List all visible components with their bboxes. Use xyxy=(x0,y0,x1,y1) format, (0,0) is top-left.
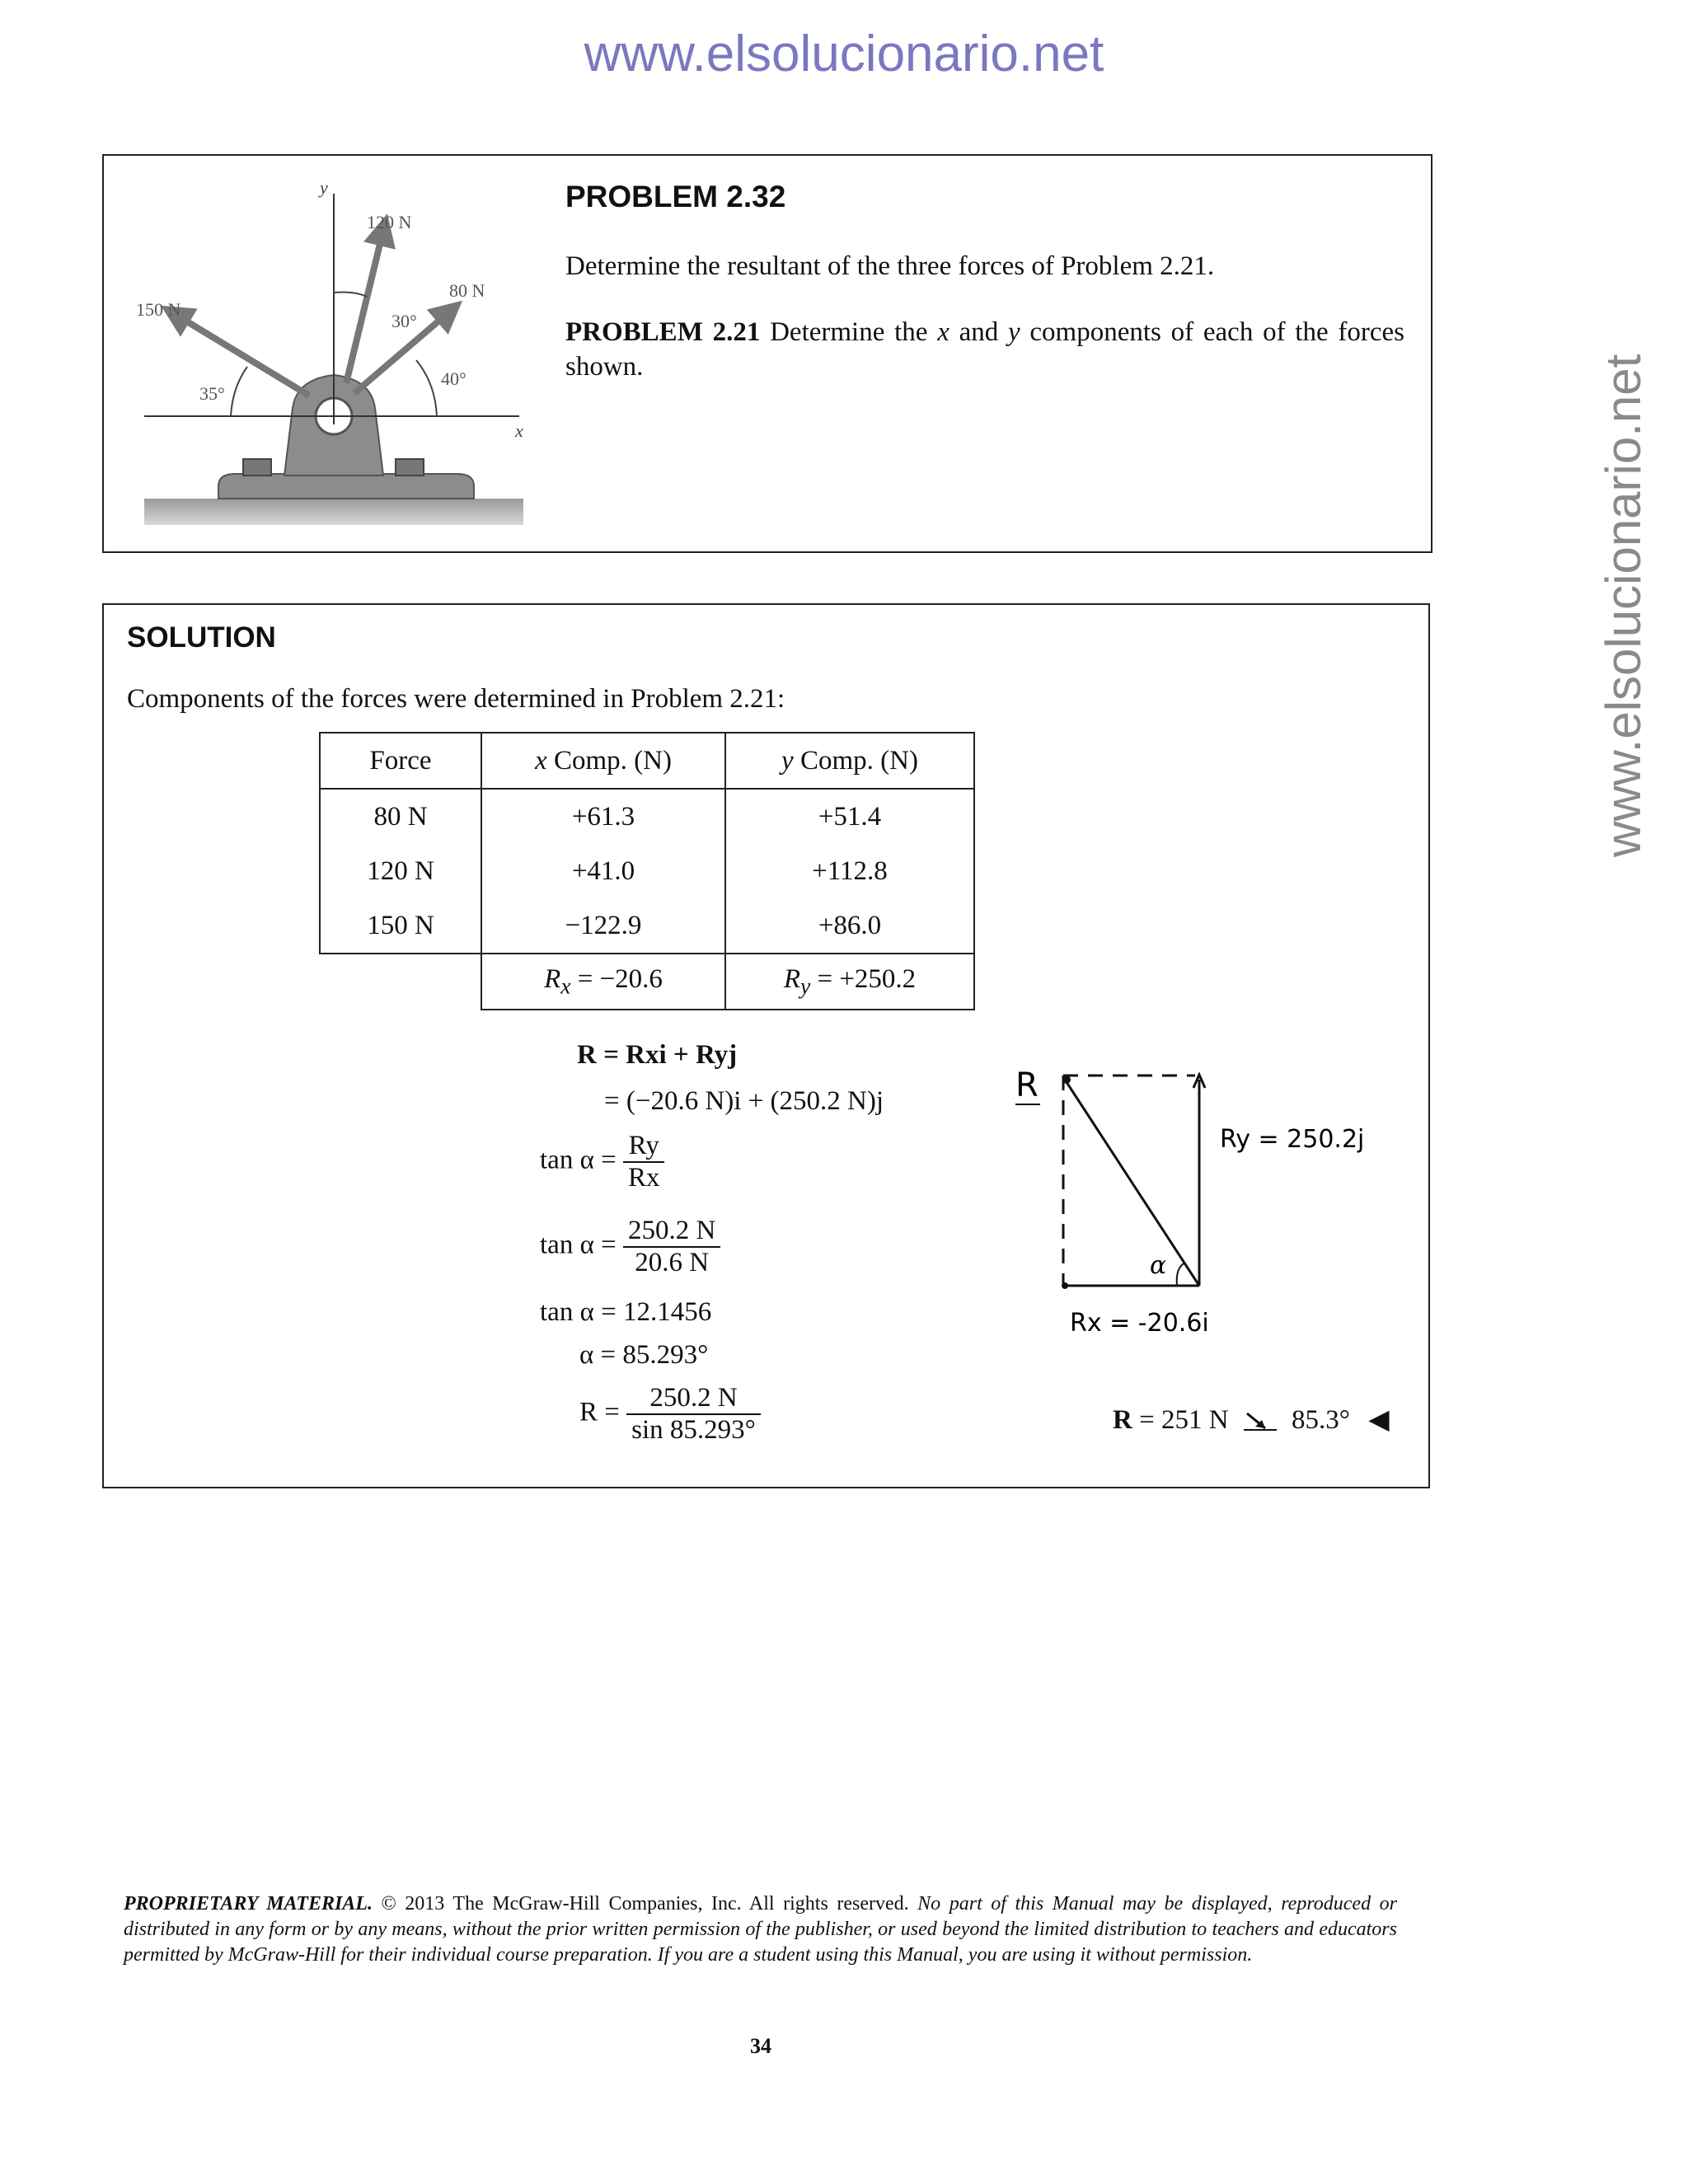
equation-tan-result: tan α = 12.1456 xyxy=(540,1297,712,1327)
solution-intro: Components of the forces were determined in Problem 2.21: xyxy=(127,684,785,714)
ground xyxy=(144,499,523,525)
header-x: x Comp. (N) xyxy=(481,733,725,789)
table-row: 150 N −122.9 +86.0 xyxy=(320,898,974,954)
table-total-row xyxy=(320,954,974,1010)
page-number: 34 xyxy=(750,2034,771,2058)
equation-alpha: α = 85.293° xyxy=(579,1340,709,1370)
rx-total: $R_x = -20.6$ xyxy=(481,954,725,1010)
alpha-label: α xyxy=(1150,1251,1167,1280)
watermark-side: www.elsolucionario.net xyxy=(1596,354,1651,857)
equation-tan-ratio: tan α = $\frac{Ry}{Rx}$ xyxy=(540,1131,664,1193)
bolt-right xyxy=(396,459,424,476)
problem-reference: PROBLEM 2.21 Determine the x and y components of each of the forces shown. xyxy=(565,317,1404,382)
r-label: R xyxy=(1015,1066,1039,1104)
force-label-150: 150 N xyxy=(136,299,181,320)
answer-marker-icon: ◀ xyxy=(1368,1405,1390,1435)
bolt-left xyxy=(243,459,271,476)
problem-title: PROBLEM 2.32 xyxy=(565,180,786,213)
equation-magnitude: R = $\frac{250.2 N}{\sin 85.293^\circ}$ xyxy=(579,1383,761,1446)
bracket-base xyxy=(218,474,474,499)
rx-label: Rx = -20.6i xyxy=(1070,1309,1209,1338)
force-label-80: 80 N xyxy=(449,280,485,301)
footer-copyright: PROPRIETARY MATERIAL. © 2013 The McGraw-Hill Companies, Inc. All rights reserved. No part of this Manual may be displayed, reproduced or distributed in any form or by any means, without the prior written permission of the publisher, or used beyond the limited distribution to teachers and educators permitted by McGraw-Hill for their individual course preparation. If you are a student using this Manual, you are using it without permission. xyxy=(124,1893,1397,1966)
angle-arc-30 xyxy=(334,293,367,297)
angle-label-30: 30° xyxy=(392,311,417,331)
table-row: 120 N +41.0 +112.8 xyxy=(320,844,974,898)
angle-label-35: 35° xyxy=(199,383,225,404)
ry-label: Ry = 250.2j xyxy=(1220,1125,1365,1154)
problem-figure xyxy=(132,169,544,532)
y-axis-label: y xyxy=(320,177,328,198)
components-table xyxy=(319,732,975,1010)
x-axis-label: x xyxy=(515,420,523,441)
table-header-row xyxy=(320,733,974,789)
force-label-120: 120 N xyxy=(367,212,412,232)
reference-label: PROBLEM 2.21 xyxy=(565,317,761,347)
table-row: 80 N +61.3 +51.4 xyxy=(320,789,974,844)
angle-label-40: 40° xyxy=(441,368,467,389)
angle-arc-40 xyxy=(416,360,437,416)
ry-total: $R_y = +250.2$ xyxy=(725,954,974,1010)
equation-resultant-values: = (−20.6 N)i + (250.2 N)j xyxy=(604,1086,884,1116)
angle-arc-35 xyxy=(231,367,247,416)
direction-icon xyxy=(1240,1410,1280,1433)
final-answer: R = 251 N 85.3° ◀ xyxy=(1113,1405,1390,1435)
alpha-arc xyxy=(1177,1263,1185,1286)
equation-resultant: R = Rxi + Ryj xyxy=(577,1040,738,1070)
equation-tan-values: tan α = $\frac{250.2 N}{20.6 N}$ xyxy=(540,1216,720,1278)
force-arrow-120 xyxy=(346,220,386,383)
solution-title: SOLUTION xyxy=(127,621,276,654)
header-y: y Comp. (N) xyxy=(725,733,974,789)
problem-statement: Determine the resultant of the three forces of Problem 2.21. xyxy=(565,251,1215,281)
r-vector xyxy=(1065,1080,1199,1286)
watermark-top: www.elsolucionario.net xyxy=(584,26,1104,82)
header-force: Force xyxy=(320,733,481,789)
vector-sketch xyxy=(1006,1055,1401,1368)
